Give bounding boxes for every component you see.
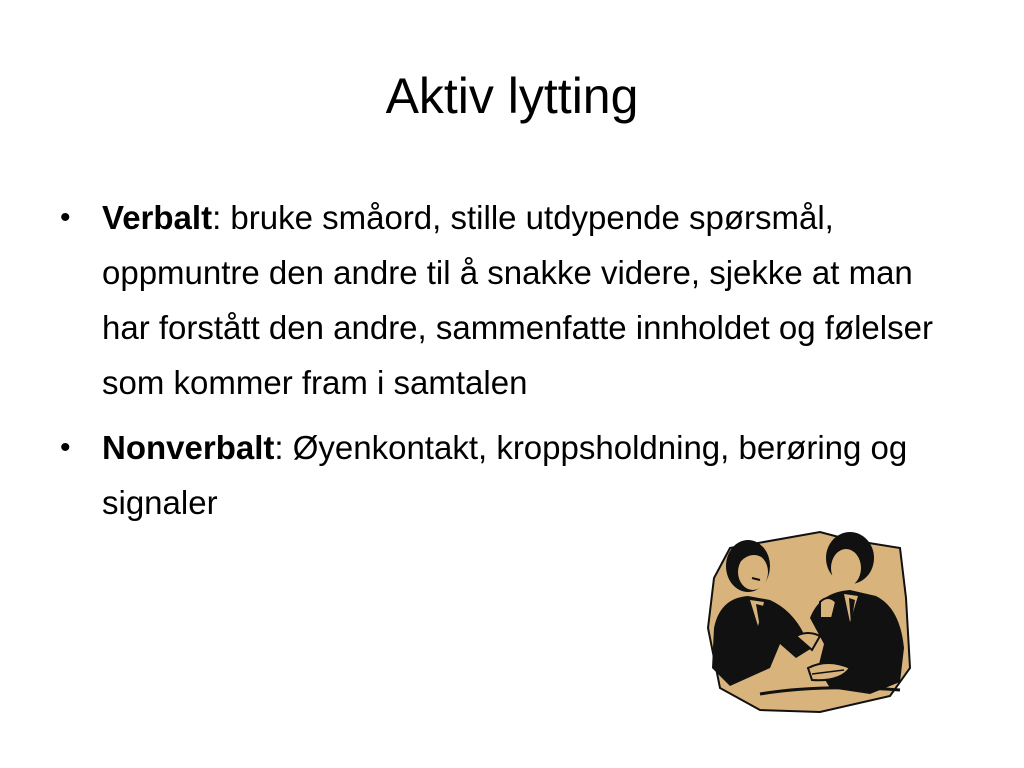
bullet-marker: • (60, 201, 71, 234)
bullet-separator: : (212, 199, 222, 236)
bullet-marker: • (60, 431, 71, 464)
bullet-term: Nonverbalt (102, 429, 275, 466)
bullet-text: bruke småord, stille utdypende spørsmål, oppmuntre den andre til å snakke videre, sjekke at man har forstått den andre, sammenfatte innholdet og følelser som kommer fram i samtalen (102, 199, 933, 401)
bullet-nonverbal (58, 420, 938, 530)
slide-title: Aktiv lytting (385, 68, 639, 124)
bullet-separator: : (274, 429, 284, 466)
bullet-list (58, 190, 938, 540)
bullet-text: Øyenkontakt, kroppsholdning, berøring og signaler (102, 429, 908, 521)
bullet-verbal (58, 190, 938, 410)
two-people-conversation-icon (700, 518, 914, 718)
bullet-term: Verbalt (102, 199, 213, 236)
